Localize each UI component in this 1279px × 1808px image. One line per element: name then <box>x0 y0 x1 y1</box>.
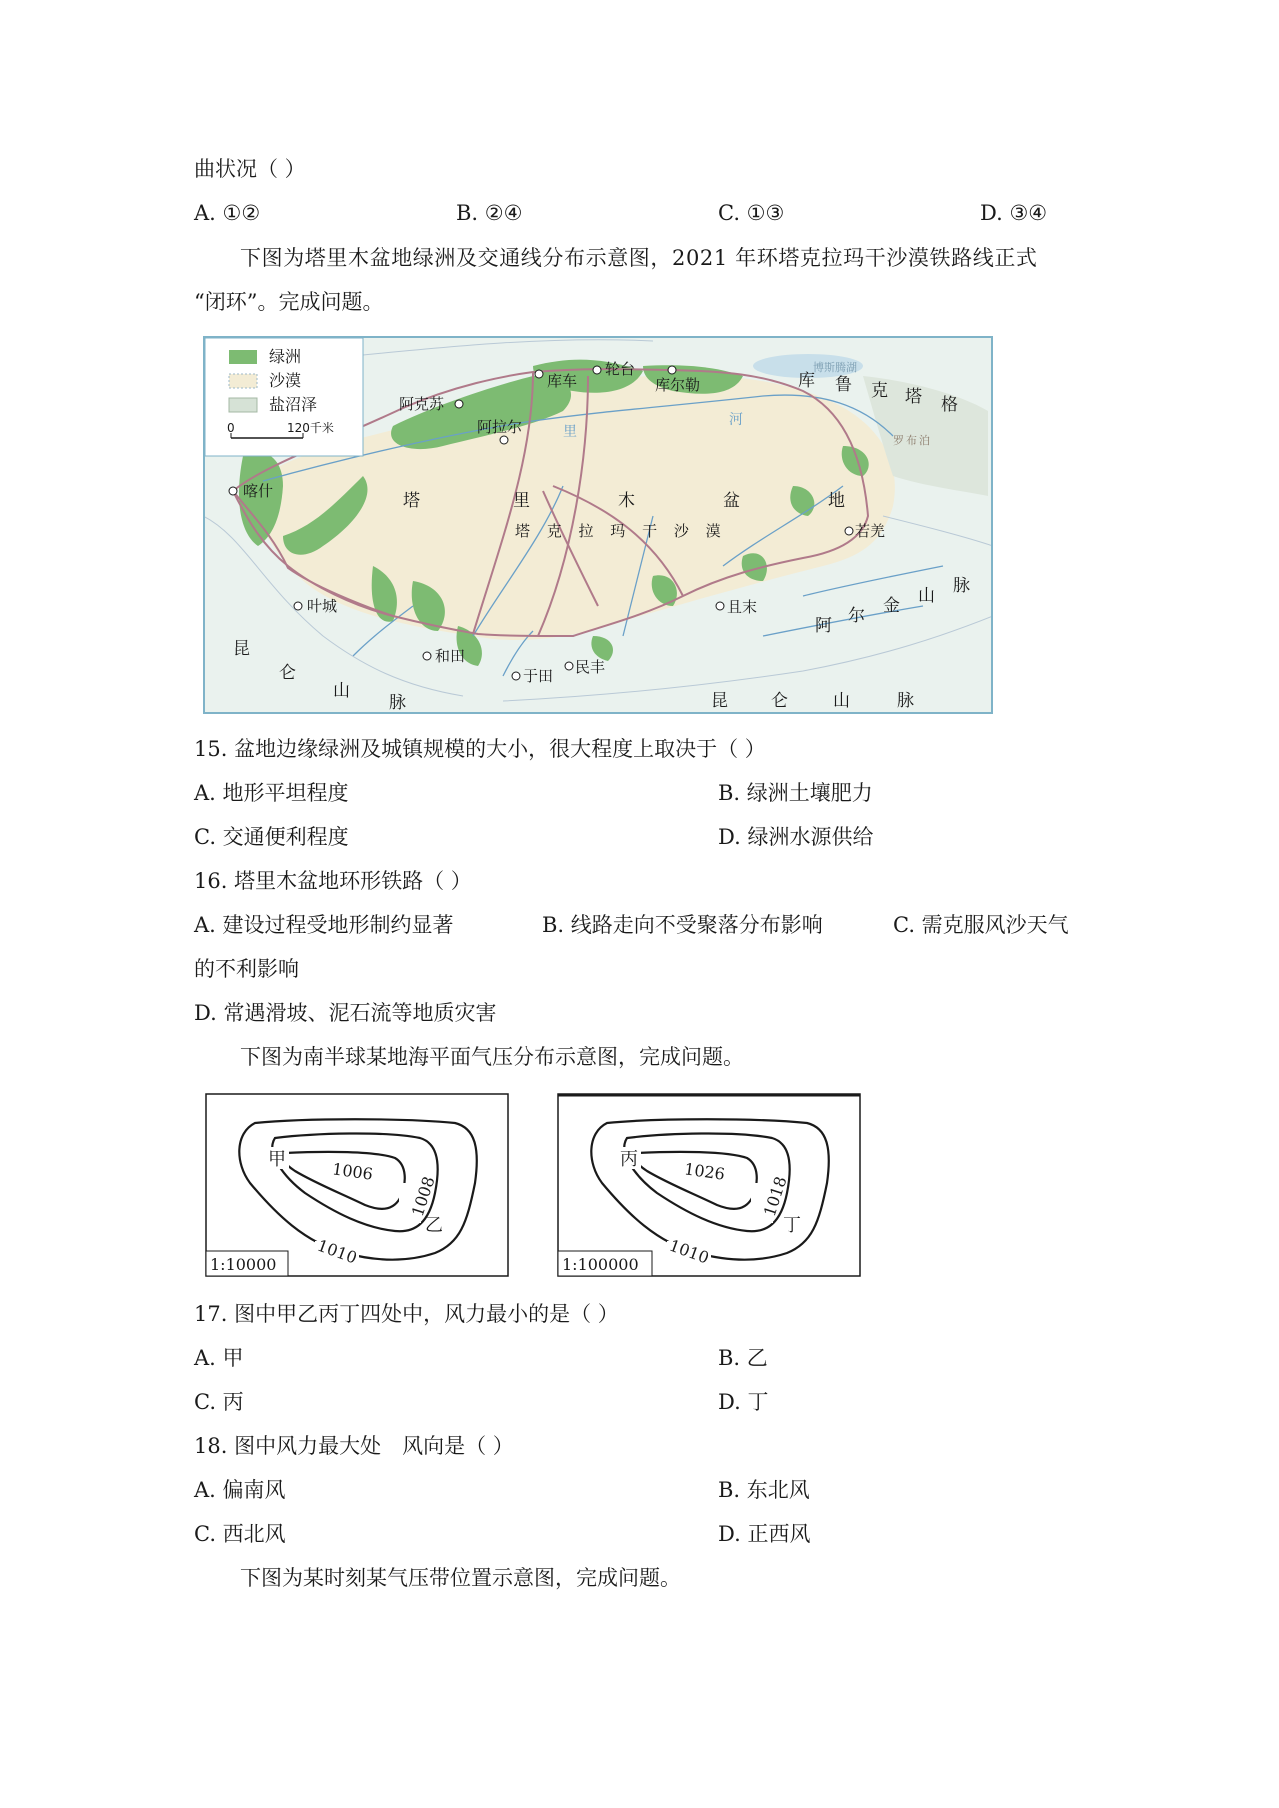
city-aksu: 阿克苏 <box>399 395 445 413</box>
isobar-diagram-left <box>205 1093 509 1277</box>
city-luntai: 轮台 <box>605 360 636 378</box>
river-label-2: 河 <box>729 412 745 428</box>
q18-option-b: B. 东北风 <box>718 1478 810 1502</box>
city-marker-ruoqiang <box>845 527 853 535</box>
intro-pressure: 下图为南半球某地海平面气压分布示意图，完成问题。 <box>240 1045 744 1069</box>
q18-option-d: D. 正西风 <box>718 1522 811 1546</box>
basin-char-5: 地 <box>828 491 847 511</box>
river-label-1: 里 <box>563 424 579 440</box>
city-marker-luntai <box>593 366 601 374</box>
point-yi: 乙 <box>425 1215 443 1236</box>
intro-tarim-line2: “闭环”。完成问题。 <box>194 290 384 314</box>
city-yecheng: 叶城 <box>307 597 338 615</box>
city-marker-kuqa <box>535 370 543 378</box>
q16-option-a: A. 建设过程受地形制约显著 <box>194 913 454 937</box>
city-marker-yecheng <box>294 602 302 610</box>
city-marker-qiemo <box>716 602 724 610</box>
q15-option-c: C. 交通便利程度 <box>194 825 349 849</box>
altun-char-1: 阿 <box>815 616 834 636</box>
desert-label: 塔 克 拉 玛 干 沙 漠 <box>515 522 727 540</box>
city-marker-alar <box>500 436 508 444</box>
q18-option-c: C. 西北风 <box>194 1522 286 1546</box>
q14-option-b: B. ②④ <box>456 201 523 225</box>
city-marker-korla <box>668 366 676 374</box>
bosten-label: 博斯腾湖 <box>813 361 857 374</box>
point-ding: 丁 <box>783 1215 801 1236</box>
kunlun-w-char-2: 仑 <box>279 663 298 683</box>
city-marker-yutian <box>512 672 520 680</box>
q15-option-b: B. 绿洲土壤肥力 <box>718 781 873 805</box>
basin-char-3: 木 <box>618 491 637 511</box>
kunlun-s-char-1: 昆 <box>711 691 730 711</box>
kunlun-w-char-4: 脉 <box>389 693 408 713</box>
q18-stem: 18. 图中风力最大处 风向是（ ） <box>194 1434 514 1458</box>
q17-stem: 17. 图中甲乙丙丁四处中，风力最小的是（ ） <box>194 1302 619 1326</box>
q16-option-c-cont: 的不利影响 <box>194 957 299 981</box>
city-kashgar: 喀什 <box>243 482 274 500</box>
q14-option-a: A. ①② <box>194 201 261 225</box>
legend-oasis-swatch <box>229 350 257 364</box>
point-jia: 甲 <box>268 1149 286 1170</box>
kunlun-s-char-3: 山 <box>833 691 852 711</box>
isobar-label-outer: 1010 <box>314 1235 360 1268</box>
city-minfeng: 民丰 <box>575 658 606 676</box>
kuluke-char-4: 塔 <box>905 387 924 407</box>
q16-option-b: B. 线路走向不受聚落分布影响 <box>542 913 823 937</box>
altun-char-3: 金 <box>883 596 902 616</box>
isobar-label-inner: 1026 <box>683 1159 727 1184</box>
isobar-label-inner: 1006 <box>331 1159 375 1184</box>
kunlun-w-char-3: 山 <box>333 681 352 701</box>
lop-nur-label: 罗布泊 <box>893 434 932 447</box>
altun-char-5: 脉 <box>953 576 972 596</box>
city-alar: 阿拉尔 <box>477 418 523 436</box>
isobar-diagram-right <box>557 1093 861 1277</box>
q17-option-a: A. 甲 <box>194 1346 244 1370</box>
kuluke-char-3: 克 <box>871 381 890 401</box>
q16-stem: 16. 塔里木盆地环形铁路（ ） <box>194 869 472 893</box>
city-marker-aksu <box>455 400 463 408</box>
city-hotan: 和田 <box>435 647 466 665</box>
city-korla: 库尔勒 <box>655 376 701 394</box>
city-marker-minfeng <box>565 662 573 670</box>
scale-left: 1:10000 <box>210 1255 277 1274</box>
isobar-label-outer: 1010 <box>666 1235 712 1268</box>
city-marker-hotan <box>423 652 431 660</box>
kunlun-s-char-4: 脉 <box>897 691 916 711</box>
tarim-basin-map <box>203 336 993 714</box>
isobar-label-middle: 1008 <box>407 1174 439 1219</box>
kuluke-char-2: 鲁 <box>835 375 854 395</box>
legend-desert-swatch <box>229 374 257 388</box>
q15-option-d: D. 绿洲水源供给 <box>718 825 874 849</box>
q15-stem: 15. 盆地边缘绿洲及城镇规模的大小，很大程度上取决于（ ） <box>194 737 766 761</box>
map-legend <box>205 338 363 456</box>
city-marker-kashgar <box>229 487 237 495</box>
altun-char-2: 尔 <box>848 606 867 626</box>
kunlun-w-char-1: 昆 <box>233 639 252 659</box>
kuluke-char-5: 格 <box>941 395 960 415</box>
q18-option-a: A. 偏南风 <box>194 1478 286 1502</box>
q17-option-c: C. 丙 <box>194 1390 244 1414</box>
q17-option-d: D. 丁 <box>718 1390 769 1414</box>
legend-desert-label: 沙漠 <box>269 371 302 390</box>
basin-char-4: 盆 <box>723 491 742 511</box>
scale-right: 1:100000 <box>562 1255 639 1274</box>
legend-salt-marsh-label: 盐沼泽 <box>269 395 318 414</box>
q14-option-d: D. ③④ <box>980 201 1048 225</box>
q14-stem-tail: 曲状况（ ） <box>194 157 306 181</box>
city-ruoqiang: 若羌 <box>855 522 886 540</box>
altun-char-4: 山 <box>918 586 937 606</box>
intro-pressure-belt: 下图为某时刻某气压带位置示意图，完成问题。 <box>240 1566 681 1590</box>
legend-salt-marsh-swatch <box>229 398 257 412</box>
isobar-label-middle: 1018 <box>759 1174 791 1219</box>
intro-tarim-line1: 下图为塔里木盆地绿洲及交通线分布示意图，2021 年环塔克拉玛干沙漠铁路线正式 <box>240 246 1038 270</box>
basin-char-1: 塔 <box>403 491 422 511</box>
legend-oasis-label: 绿洲 <box>269 347 302 366</box>
city-yutian: 于田 <box>523 667 554 685</box>
city-qiemo: 且末 <box>727 598 758 616</box>
city-kuqa: 库车 <box>547 372 578 390</box>
basin-char-2: 里 <box>513 491 532 511</box>
q15-option-a: A. 地形平坦程度 <box>194 781 349 805</box>
q16-option-d: D. 常遇滑坡、泥石流等地质灾害 <box>194 1001 497 1025</box>
q16-option-c: C. 需克服风沙天气 <box>893 913 1069 937</box>
q14-option-c: C. ①③ <box>718 201 785 225</box>
point-bing: 丙 <box>620 1149 638 1170</box>
q17-option-b: B. 乙 <box>718 1346 768 1370</box>
kunlun-s-char-2: 仑 <box>771 691 790 711</box>
scale-distance: 120千米 <box>287 421 334 435</box>
kuluke-char-1: 库 <box>798 371 817 391</box>
scale-zero: 0 <box>227 421 235 435</box>
